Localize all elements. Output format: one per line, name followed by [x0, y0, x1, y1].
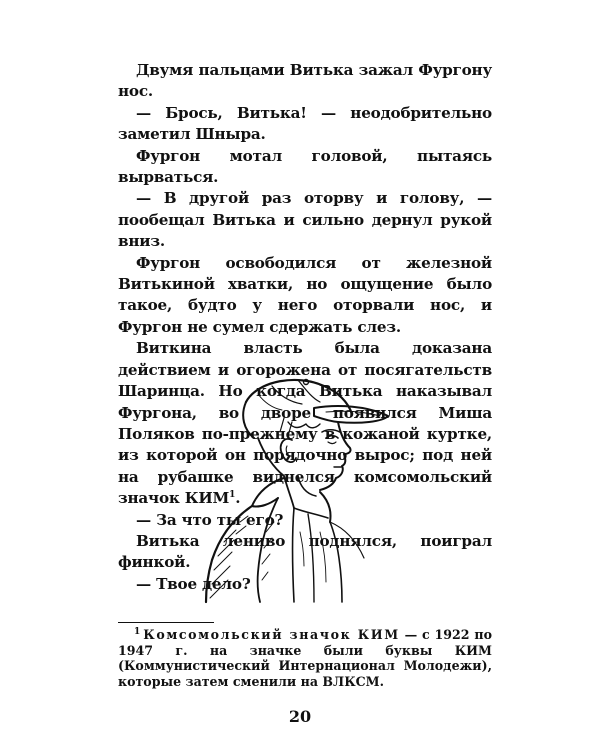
cap-outline [246, 380, 352, 414]
eye [326, 436, 338, 438]
ear [281, 439, 296, 462]
jacket-collar [252, 478, 284, 507]
footnote-reference[interactable]: 1 [229, 490, 236, 501]
footnote-divider [118, 622, 214, 623]
footnote-term: Комсомольский значок КИМ [143, 627, 400, 642]
paragraph: Фургон освободился от железной Витькиной хватки, но ощущение было такое, будто у него оторвали нос, и Фургон не сумел сдержать слез. [118, 253, 492, 336]
paragraph: Витька лениво поднялся, поиграл финкой. [118, 531, 492, 572]
paragraph: — За что ты его? [136, 510, 284, 529]
jacket-outline [206, 506, 252, 602]
paragraph: — Твое дело? [136, 574, 251, 593]
footnote [118, 627, 492, 689]
paragraph: Фургон мотал головой, пытаясь вырваться. [118, 146, 492, 187]
paragraph: Двумя пальцами Витька зажал Фургону нос. [118, 61, 492, 101]
page-number: 20 [288, 707, 312, 726]
paragraph: — В другой раз оторву и голову, — пообещал Витька и сильно дернул рукой вниз. [118, 189, 492, 251]
paragraph-text: Виткина власть была доказана действием и огорожена от посягательств Шаринца. Но когда Витька наказывал Фургона, во дворе появился Миша Поляков по-прежнему в кожаной куртке, из которой он порядочно вырос; под ней на рубашке виднелся комсомольский значок КИМ [118, 339, 492, 508]
paragraph: — Брось, Витька! — неодобрительно заметил Шныра. [118, 103, 492, 144]
boy-in-cap-illustration [188, 372, 438, 604]
footnote-mark: 1 [134, 626, 141, 637]
face-profile [320, 422, 351, 490]
paragraph-with-footnote-ref: Виткина власть была доказана действием и огорожена от посягательств Шаринца. Но когда Витька наказывал Фургона, во дворе появился Миша Поляков по-прежнему в кожаной куртке, из которой он порядочно вырос; под ней на рубашке виднелся комсомольский значок КИМ$^1$. [118, 339, 492, 508]
footnote-text: — с 1922 по 1947 г. на значке были буквы КИМ (Коммунистический Интернационал Молодежи), которые затем сменили на ВЛКСМ. [118, 627, 492, 689]
